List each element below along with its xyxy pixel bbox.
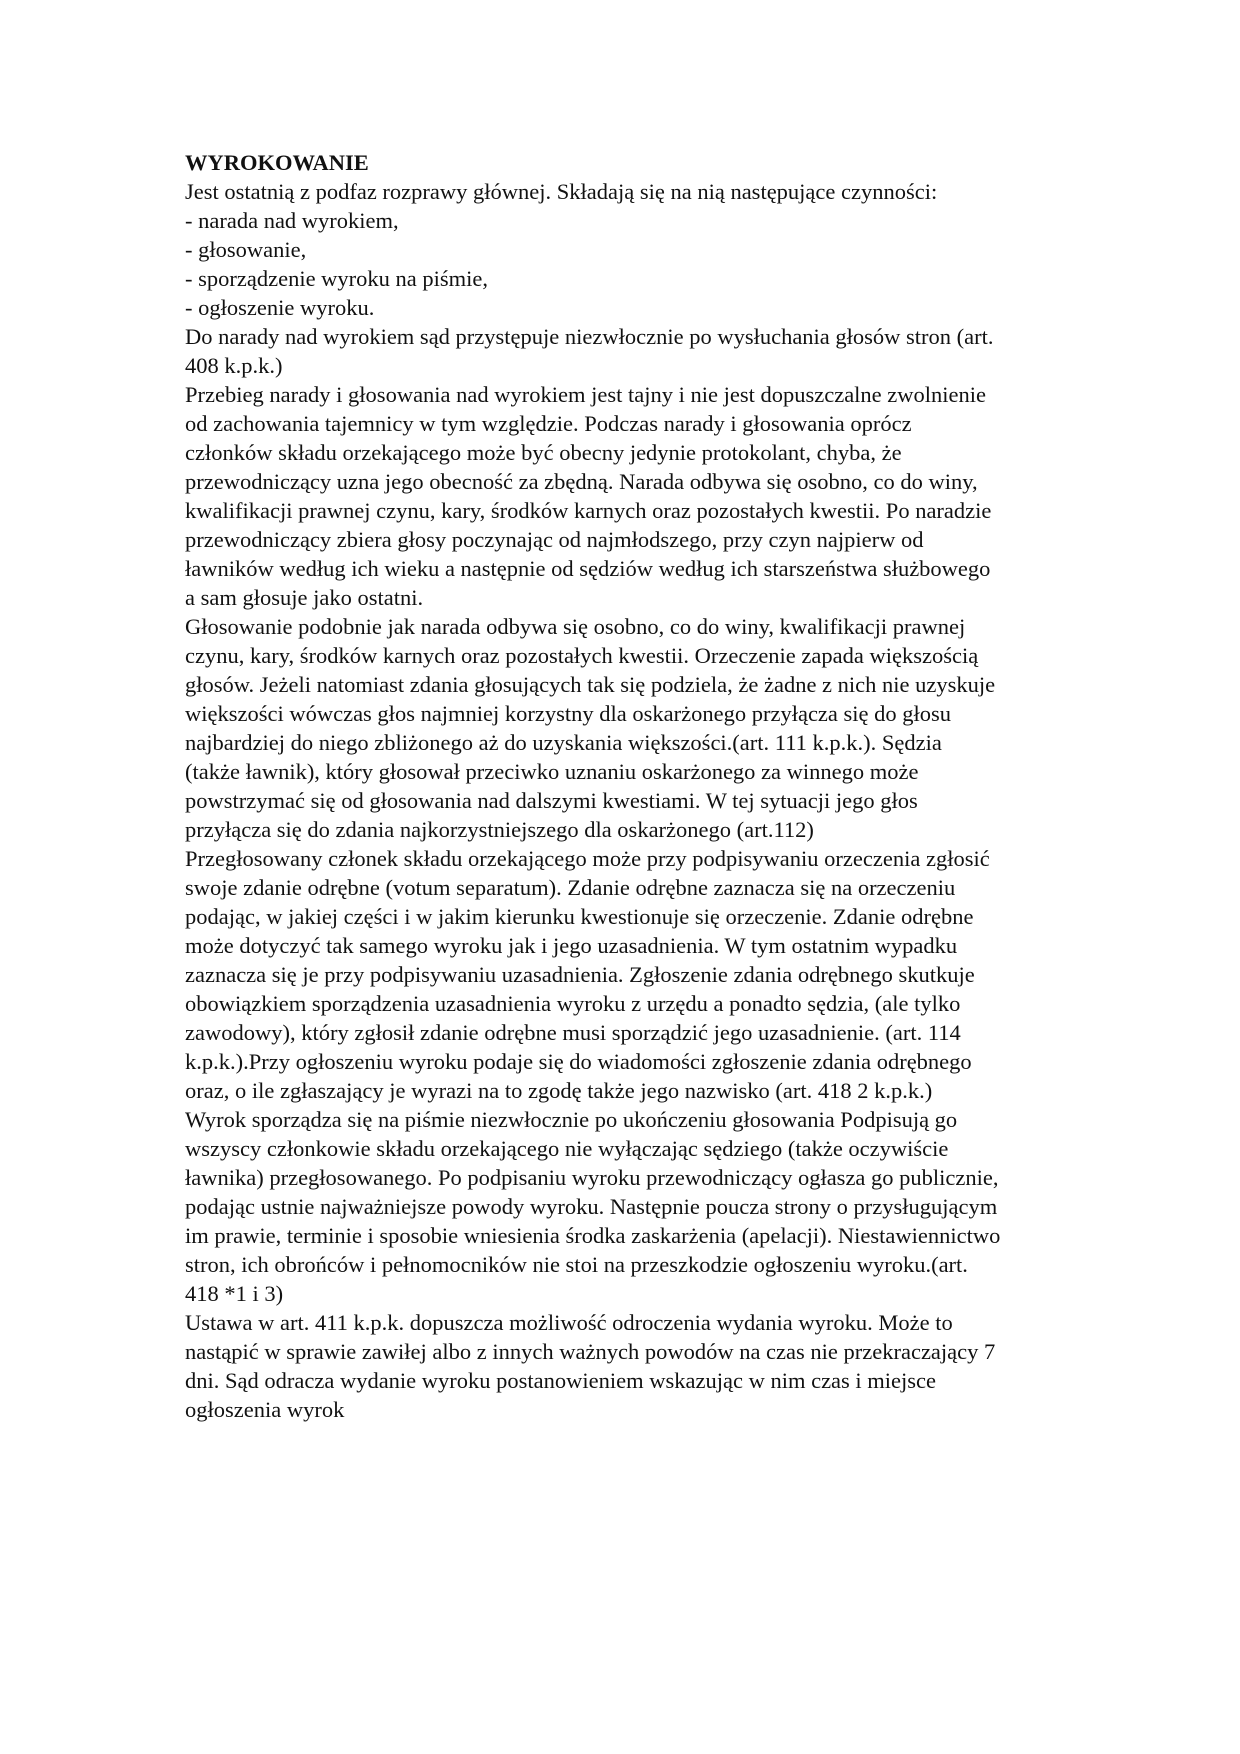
text-line: k.p.k.).Przy ogłoszeniu wyroku podaje się do wiadomości zgłoszenie zdania odrębnego [185, 1049, 972, 1074]
text-line: Wyrok sporządza się na piśmie niezwłocznie po ukończeniu głosowania Podpisują go [185, 1107, 958, 1132]
text-line: Ustawa w art. 411 k.p.k. dopuszcza możliwość odroczenia wydania wyroku. Może to [185, 1310, 953, 1335]
text-line: głosów. Jeżeli natomiast zdania głosujących tak się podziela, że żadne z nich nie uzyskuje [185, 672, 996, 697]
text-line: od zachowania tajemnicy w tym względzie. Podczas narady i głosowania oprócz [185, 411, 912, 436]
text-line: powstrzymać się od głosowania nad dalszymi kwestiami. W tej sytuacji jego głos [185, 788, 918, 813]
text-line: obowiązkiem sporządzenia uzasadnienia wyroku z urzędu a ponadto sędzia, (ale tylko [185, 991, 961, 1016]
text-line: większości wówczas głos najmniej korzystny dla oskarżonego przyłącza się do głosu [185, 701, 952, 726]
text-line: im prawie, terminie i sposobie wniesienia środka zaskarżenia (apelacji). Niestawiennictwo [185, 1223, 1001, 1248]
text-line: a sam głosuje jako ostatni. [185, 585, 424, 610]
text-line: Głosowanie podobnie jak narada odbywa się osobno, co do winy, kwalifikacji prawnej [185, 614, 966, 639]
text-line: członków składu orzekającego może być obecny jedynie protokolant, chyba, że [185, 440, 902, 465]
text-line: - narada nad wyrokiem, [185, 208, 399, 233]
text-line: - głosowanie, [185, 237, 307, 262]
text-line: wszyscy członkowie składu orzekającego nie wyłączając sędziego (także oczywiście [185, 1136, 949, 1161]
text-line: 408 k.p.k.) [185, 353, 283, 378]
text-line: może dotyczyć tak samego wyroku jak i jego uzasadnienia. W tym ostatnim wypadku [185, 933, 958, 958]
text-line: zaznacza się je przy podpisywaniu uzasadnienia. Zgłoszenie zdania odrębnego skutkuje [185, 962, 975, 987]
text-line: (także ławnik), który głosował przeciwko uznaniu oskarżonego za winnego może [185, 759, 919, 784]
text-line: Do narady nad wyrokiem sąd przystępuje niezwłocznie po wysłuchania głosów stron (art. [185, 324, 994, 349]
text-line: Jest ostatnią z podfaz rozprawy głównej. Składają się na nią następujące czynności: [185, 179, 938, 204]
text-line: swoje zdanie odrębne (votum separatum). Zdanie odrębne zaznacza się na orzeczeniu [185, 875, 956, 900]
document-page [185, 148, 1105, 1424]
text-line: 418 *1 i 3) [185, 1281, 284, 1306]
text-line: ławników według ich wieku a następnie od sędziów według ich starszeństwa służbowego [185, 556, 991, 581]
text-line: dni. Sąd odracza wydanie wyroku postanowieniem wskazując w nim czas i miejsce [185, 1368, 937, 1393]
text-line: nastąpić w sprawie zawiłej albo z innych ważnych powodów na czas nie przekraczający 7 [185, 1339, 996, 1364]
text-line: ławnika) przegłosowanego. Po podpisaniu wyroku przewodniczący ogłasza go publicznie, [185, 1165, 999, 1190]
text-line: Przegłosowany członek składu orzekającego może przy podpisywaniu orzeczenia zgłosić [185, 846, 990, 871]
text-line: - sporządzenie wyroku na piśmie, [185, 266, 489, 291]
text-line: najbardziej do niego zbliżonego aż do uzyskania większości.(art. 111 k.p.k.). Sędzia [185, 730, 942, 755]
text-line: przewodniczący uzna jego obecność za zbędną. Narada odbywa się osobno, co do winy, [185, 469, 978, 494]
text-line: oraz, o ile zgłaszający je wyrazi na to zgodę także jego nazwisko (art. 418 2 k.p.k.) [185, 1078, 933, 1103]
text-line: przewodniczący zbiera głosy poczynając od najmłodszego, przy czyn najpierw od [185, 527, 924, 552]
text-line: ogłoszenia wyrok [185, 1397, 345, 1422]
document-body [185, 177, 1105, 1424]
text-line: zawodowy), który zgłosił zdanie odrębne musi sporządzić jego uzasadnienie. (art. 114 [185, 1020, 961, 1045]
text-line: kwalifikacji prawnej czynu, kary, środków karnych oraz pozostałych kwestii. Po naradzie [185, 498, 992, 523]
text-line: czynu, kary, środków karnych oraz pozostałych kwestii. Orzeczenie zapada większością [185, 643, 979, 668]
text-line: przyłącza się do zdania najkorzystniejszego dla oskarżonego (art.112) [185, 817, 814, 842]
text-line: podając ustnie najważniejsze powody wyroku. Następnie poucza strony o przysługującym [185, 1194, 998, 1219]
text-line: Przebieg narady i głosowania nad wyrokiem jest tajny i nie jest dopuszczalne zwolnienie [185, 382, 987, 407]
text-line: stron, ich obrońców i pełnomocników nie stoi na przeszkodzie ogłoszeniu wyroku.(art. [185, 1252, 968, 1277]
text-line: - ogłoszenie wyroku. [185, 295, 375, 320]
document-title: WYROKOWANIE [185, 150, 369, 175]
text-line: podając, w jakiej części i w jakim kierunku kwestionuje się orzeczenie. Zdanie odrębne [185, 904, 974, 929]
